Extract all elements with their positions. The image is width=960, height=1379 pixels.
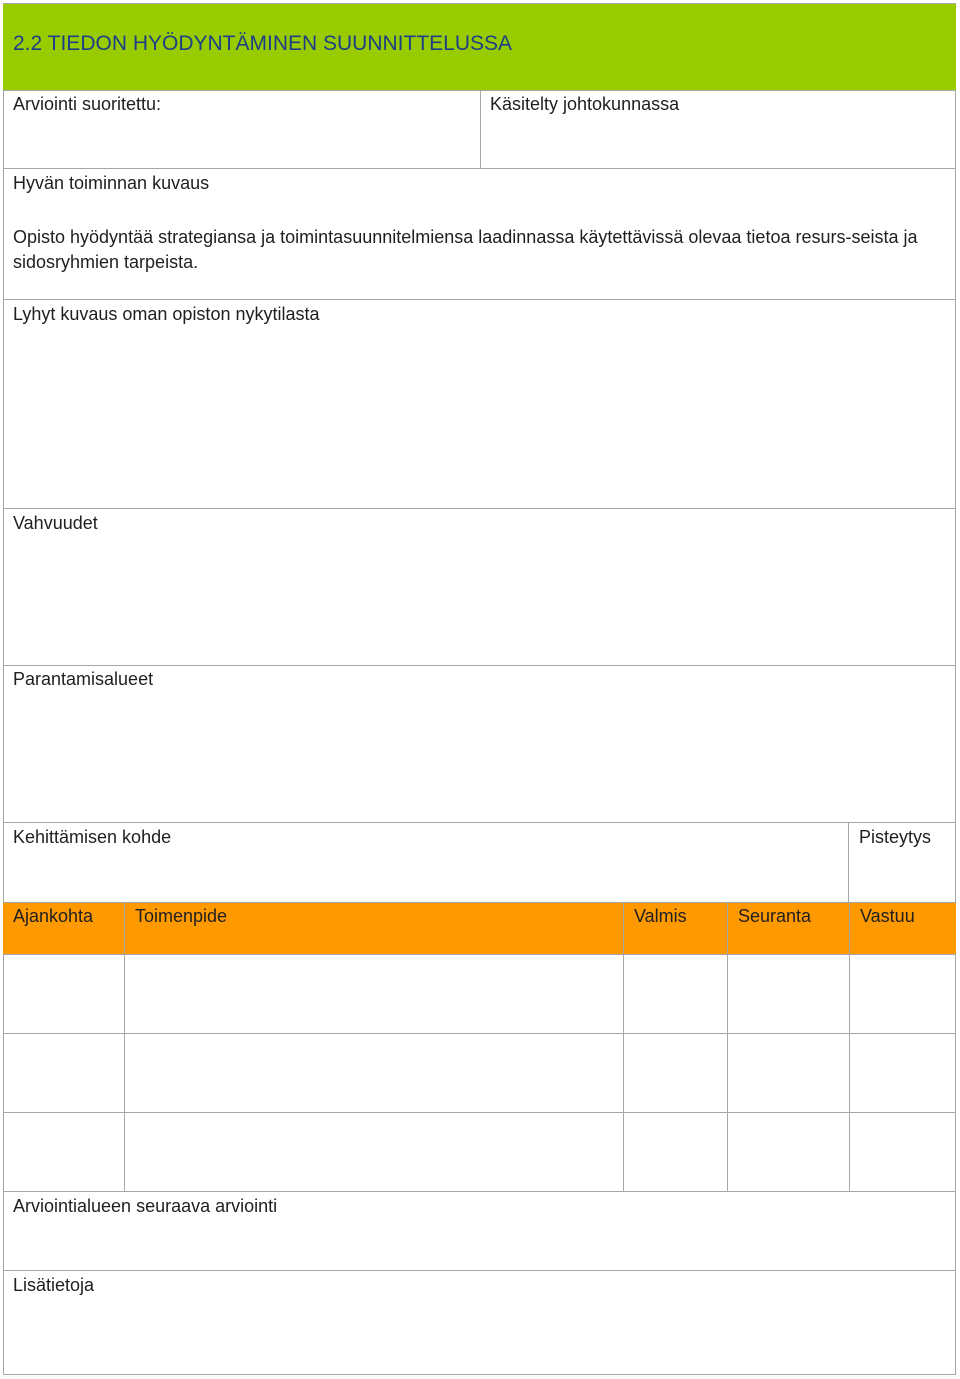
column-header-follow-up: Seuranta: [738, 906, 812, 926]
strengths-label: Vahvuudet: [13, 513, 98, 533]
table-row-divider: [3, 1033, 956, 1034]
good-practice-heading: Hyvän toiminnan kuvaus: [13, 173, 210, 193]
table-row-divider: [3, 1112, 956, 1113]
column-divider: [849, 902, 850, 1191]
column-header-timing: Ajankohta: [13, 906, 94, 926]
score-label: Pisteytys: [859, 827, 932, 847]
current-state-label: Lyhyt kuvaus oman opiston nykytilasta: [13, 304, 320, 324]
divider: [3, 1270, 956, 1271]
divider: [3, 168, 956, 169]
column-header-ready: Valmis: [634, 906, 687, 926]
next-assessment-label: Arviointialueen seuraava arviointi: [13, 1196, 278, 1216]
divider: [3, 665, 956, 666]
page-title: 2.2 TIEDON HYÖDYNTÄMINEN SUUNNITTELUSSA: [13, 32, 513, 55]
divider: [480, 90, 481, 168]
column-divider: [124, 902, 125, 1191]
good-practice-text: Opisto hyödyntää strategiansa ja toimintasuunnitelmiensa laadinnassa käytettävissä olevaa tietoa resurs-seista ja sidosryhmien tarpeista.: [13, 227, 918, 272]
table-row-divider: [3, 1191, 956, 1192]
improvements-label: Parantamisalueet: [13, 669, 154, 689]
column-header-action: Toimenpide: [135, 906, 228, 926]
divider: [848, 822, 849, 902]
additional-info-label: Lisätietoja: [13, 1275, 95, 1295]
table-row-divider: [3, 954, 956, 955]
column-divider: [623, 902, 624, 1191]
assessment-done-label: Arviointi suoritettu:: [13, 94, 162, 114]
column-divider: [727, 902, 728, 1191]
column-header-responsibility: Vastuu: [860, 906, 915, 926]
board-handled-label: Käsitelty johtokunnassa: [490, 94, 680, 114]
divider: [3, 822, 956, 823]
divider: [3, 299, 956, 300]
divider: [3, 902, 956, 903]
divider: [3, 508, 956, 509]
development-target-label: Kehittämisen kohde: [13, 827, 172, 847]
